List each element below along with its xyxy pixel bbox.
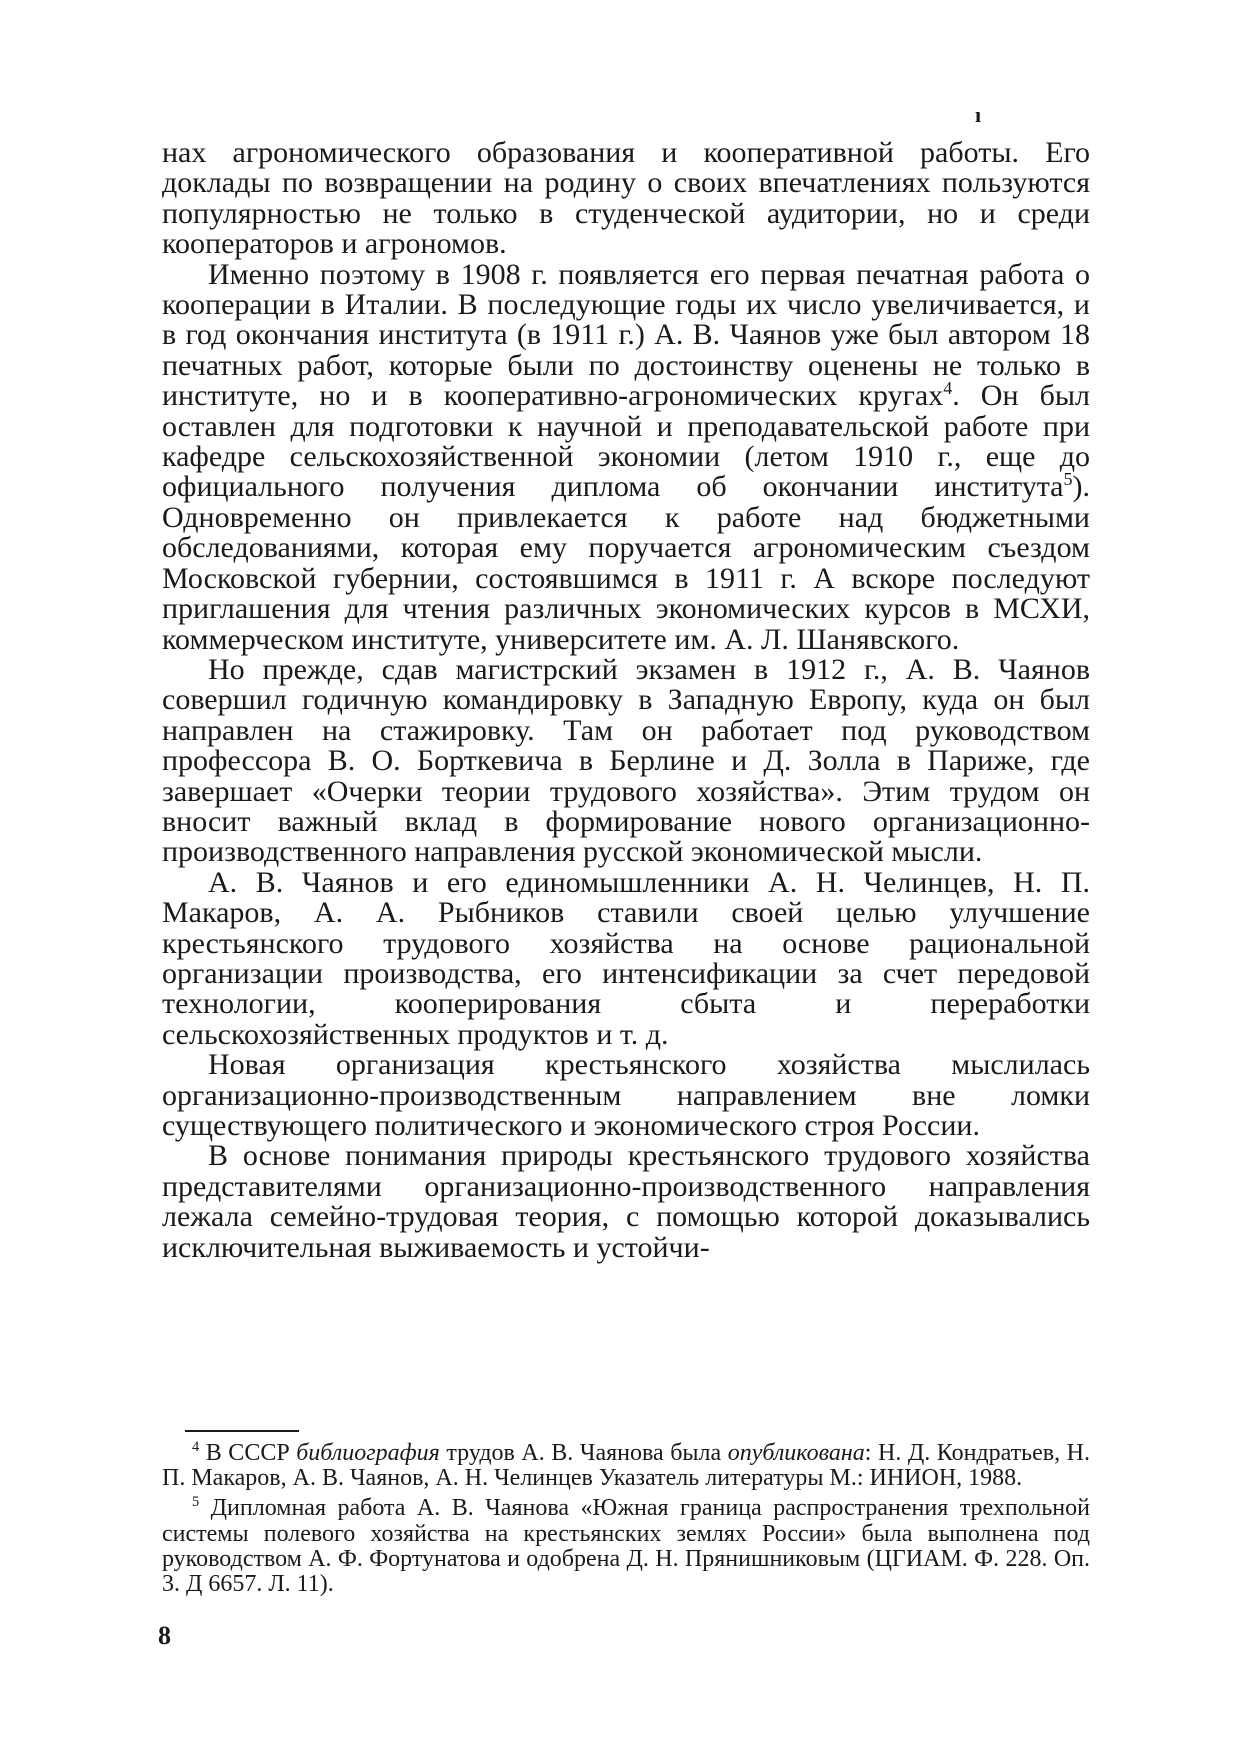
- footnote-4-mark: 4: [192, 1439, 200, 1455]
- footnote-4-mid: трудов А. В. Чаянова была: [439, 1440, 728, 1466]
- footnote-4-italic: библиография: [296, 1440, 440, 1466]
- paragraph-2: [162, 257, 1090, 656]
- footnote-4-italic2: опубликована: [727, 1440, 865, 1466]
- footnote-5-mark: 5: [192, 1494, 200, 1511]
- paragraph-1: нах агрономического образования и кооперативной работы. Его доклады по возвращении на родину о своих впечатлениях пользуются популярностью не только в студенческой аудитории, но и среди кооператоров и агрономов.: [162, 136, 1090, 261]
- footnote-ref-5[interactable]: 5: [1063, 469, 1073, 490]
- page-number: 8: [158, 1621, 171, 1650]
- footnote-divider: [185, 1430, 299, 1432]
- paragraph-6: В основе понимания природы крестьянского трудового хозяйства представителями организационно-производственного направления лежала семейно-трудовая теория, с помощью которой доказывались исключительная выживаемость и устойчи-: [162, 1139, 1090, 1264]
- top-mark: ı: [975, 102, 982, 127]
- paragraph-2-start: Именно поэтому в 1908 г. появляется его первая печатная работа о кооперации в Италии. В последующие годы их число увеличивается, и в год окончания института (в 1911 г.) А. В. Чаянов уже был автором 18 печатных работ, которые были по достоинству оценены не только в институте, но и в кооперативно-агрономических кругах: [162, 257, 1090, 413]
- paragraph-3: Но прежде, сдав магистрский экзамен в 1912 г., А. В. Чаянов совершил годичную командировку в Западную Европу, куда он был направлен на стажировку. Там он работает под руководством профессора В. О. Борткевича в Берлине и Д. Золла в Париже, где завершает «Очерки теории трудового хозяйства». Этим трудом он вносит важный вклад в формирование нового организационно-производственного направления русской экономической мысли.: [162, 652, 1090, 869]
- footnotes: [162, 1441, 1090, 1602]
- footnote-ref-4[interactable]: 4: [943, 378, 953, 399]
- footnote-4-lead: В СССР: [199, 1440, 297, 1466]
- footnote-4-rest: : Н. Д. Кондратьев, Н. П. Макаров, А. В. Чаянов, А. Н. Челинцев Указатель литературы М.: ИНИОН, 1988.: [162, 1440, 1090, 1492]
- paragraph-2-end: ). Одновременно он привлекается к работе над бюджетными обследованиями, которая ему поручается агрономическим съездом Московской губернии, состоявшимся в 1911 г. А вскоре последуют приглашения для чтения различных экономических курсов в МСХИ, коммерческом институте, университете им. А. Л. Шанявского.: [162, 470, 1090, 656]
- footnote-5-text: Дипломная работа А. В. Чаянова «Южная граница распространения трехпольной системы полевого хозяйства на крестьянских землях России» была выполнена под руководством А. Ф. Фортунатова и одобрена Д. Н. Прянишниковым (ЦГИАМ. Ф. 228. Оп. 3. Д 6657. Л. 11).: [162, 1495, 1090, 1598]
- body-text: [162, 138, 1090, 1263]
- paragraph-5: Новая организация крестьянского хозяйства мыслилась организационно-производственным направлением вне ломки существующего политического и экономического строя России.: [162, 1048, 1090, 1142]
- footnote-5: [162, 1496, 1090, 1597]
- footnote-4: [162, 1441, 1090, 1491]
- paragraph-2-middle: . Он был оставлен для подготовки к научной и преподавательской работе при кафедре сельскохозяйственной экономии (летом 1910 г., еще до официального получения диплома об окончании института: [162, 379, 1090, 504]
- paragraph-4: А. В. Чаянов и его единомышленники А. Н. Челинцев, Н. П. Макаров, А. А. Рыбников ставили своей целью улучшение крестьянского трудового хозяйства на основе рациональной организации производства, его интенсификации за счет передовой технологии, кооперирования сбыта и переработки сельскохозяйственных продуктов и т. д.: [162, 865, 1090, 1051]
